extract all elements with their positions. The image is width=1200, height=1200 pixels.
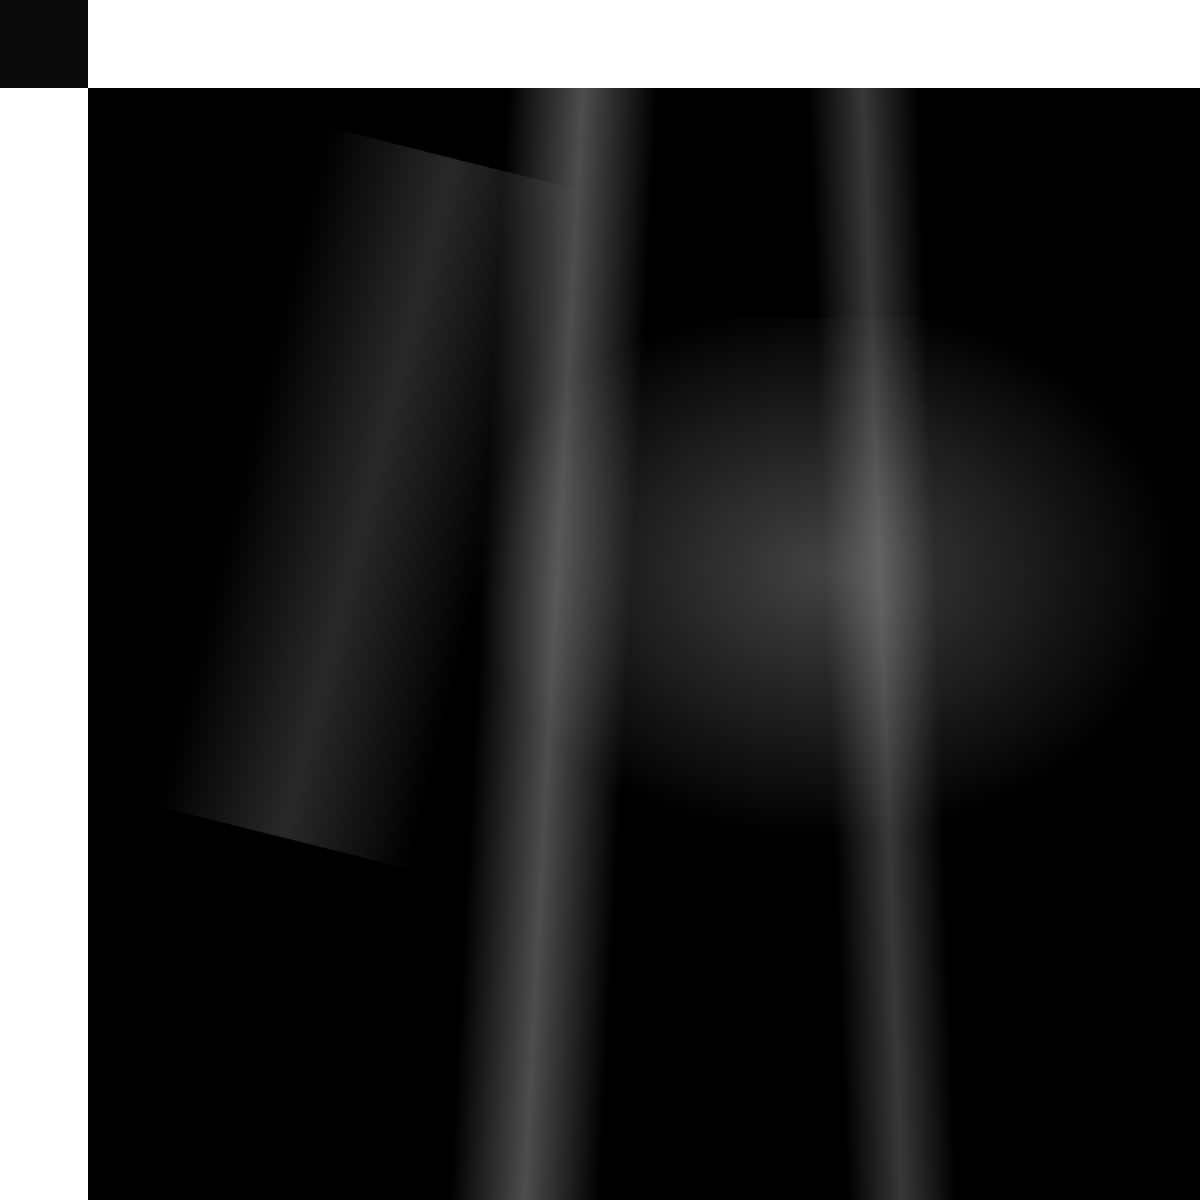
ruler-left (0, 88, 88, 1200)
ruler-top (88, 0, 1200, 88)
fabric-swatch (88, 88, 1200, 1200)
unit-box (0, 0, 88, 88)
fabric-pattern-svg (88, 88, 1200, 1200)
